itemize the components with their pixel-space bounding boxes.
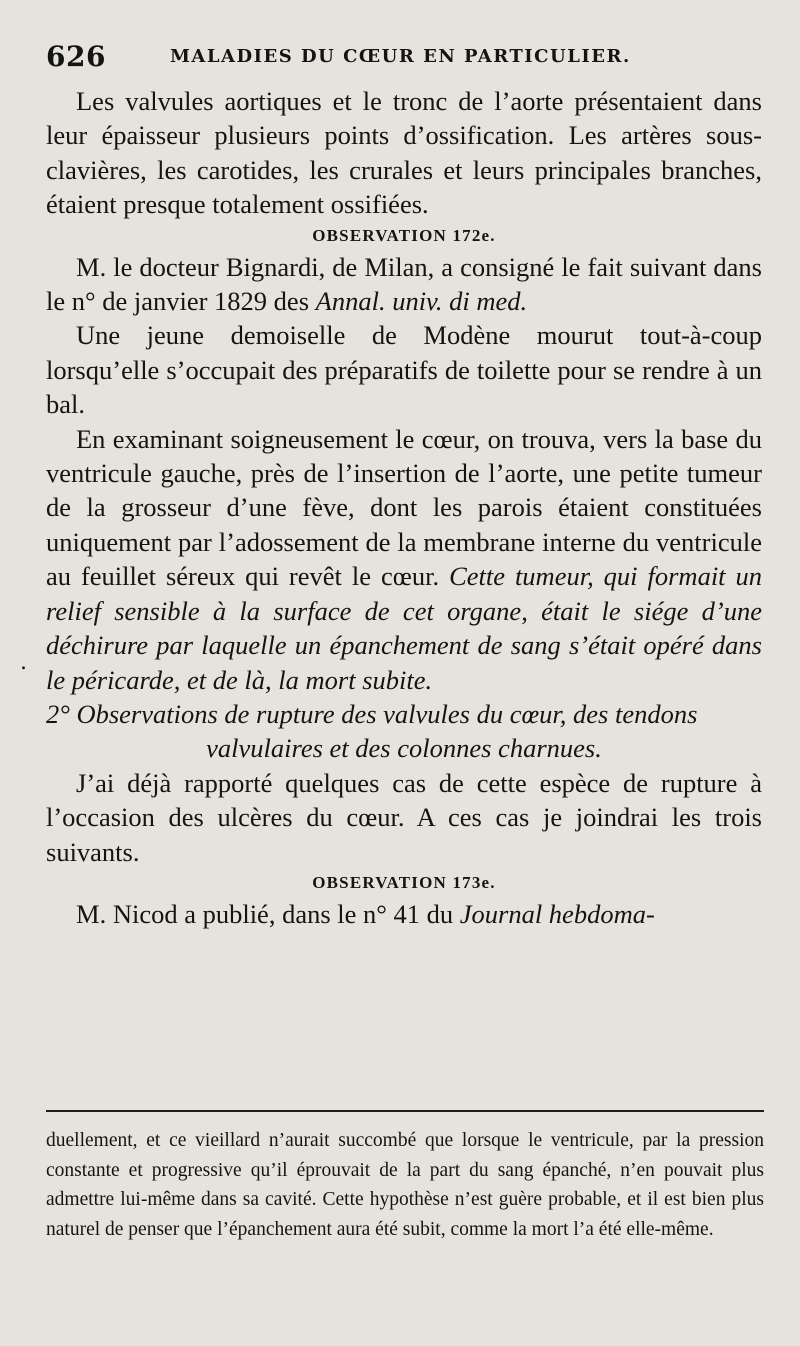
footnote-divider (46, 1110, 764, 1112)
paragraph-nicod-text: M. Nicod a publié, dans le n° 41 du (76, 898, 460, 929)
main-text (46, 84, 762, 931)
page-header (46, 40, 762, 80)
margin-mark: . (20, 650, 27, 675)
paragraph-bignardi-text: M. le docteur Bignardi, de Milan, a consigné le fait suivant dans le n° de janvier 1829 des (46, 251, 762, 317)
journal-title-hebdomadaire: Journal hebdoma- (459, 898, 655, 929)
page-number: 626 (46, 40, 106, 73)
running-head: MALADIES DU CŒUR EN PARTICULIER. (170, 46, 631, 67)
paragraph-examen-coeur (46, 422, 762, 697)
paragraph-nicod (46, 897, 762, 931)
paragraph-cas-rupture: J’ai déjà rapporté quelques cas de cette espèce de rupture à l’occasion des ulcères du cœur. A ces cas je joindrai les trois suivants. (46, 767, 762, 867)
section-heading-line-1: 2° Observations de rupture des valvules du cœur, des tendons (46, 698, 698, 729)
observation-172-title: OBSERVATION 172e. (312, 225, 496, 245)
footnote-text: duellement, et ce vieillard n’aurait succombé que lorsque le ventricule, par la pression constante et progressive qu’il éprouvait de la part du sang épanché, n’en pouvait plus admettre lui-même dans sa cavité. Cette hypothèse n’est guère probable, et il est bien plus naturel de penser que l’épanchement aura été subit, comme la mort l’a été elle-même. (46, 1130, 764, 1240)
paragraph-bignardi (46, 250, 762, 319)
paragraph-demoiselle: Une jeune demoiselle de Modène mourut tout-à-coup lorsqu’elle s’occupait des préparatifs de toilette pour se rendre à un bal. (46, 320, 762, 420)
observation-173-title: OBSERVATION 173e. (312, 872, 496, 892)
section-heading-rupture (46, 697, 762, 766)
paragraph-ossification: Les valvules aortiques et le tronc de l’aorte présentaient dans leur épaisseur plusieurs points d’ossification. Les artères sous-clavières, les carotides, les crurales et leurs principales branches, étaient presque totalement ossifiées. (46, 86, 762, 220)
paragraph-examen-text: En examinant soigneusement le cœur, on trouva, vers la base du ventricule gauche, près de l’insertion de l’aorte, une petite tumeur de la grosseur d’une fève, dont les parois étaient constituées uniquement par l’adossement de la membrane interne du ventricule au feuillet séreux qui revêt le cœur. (46, 423, 762, 592)
footnote (46, 1126, 764, 1244)
section-heading-line-2: valvulaires et des colonnes charnues. (206, 733, 602, 764)
paragraph-examen-italic: Cette tumeur, qui formait un relief sensible à la surface de cet organe, était le siége d’une déchirure par laquelle un épanchement de sang s’était opéré dans le péricarde, et de là, la mort subite. (46, 561, 763, 695)
journal-title-annal: Annal. univ. di med. (315, 286, 528, 317)
